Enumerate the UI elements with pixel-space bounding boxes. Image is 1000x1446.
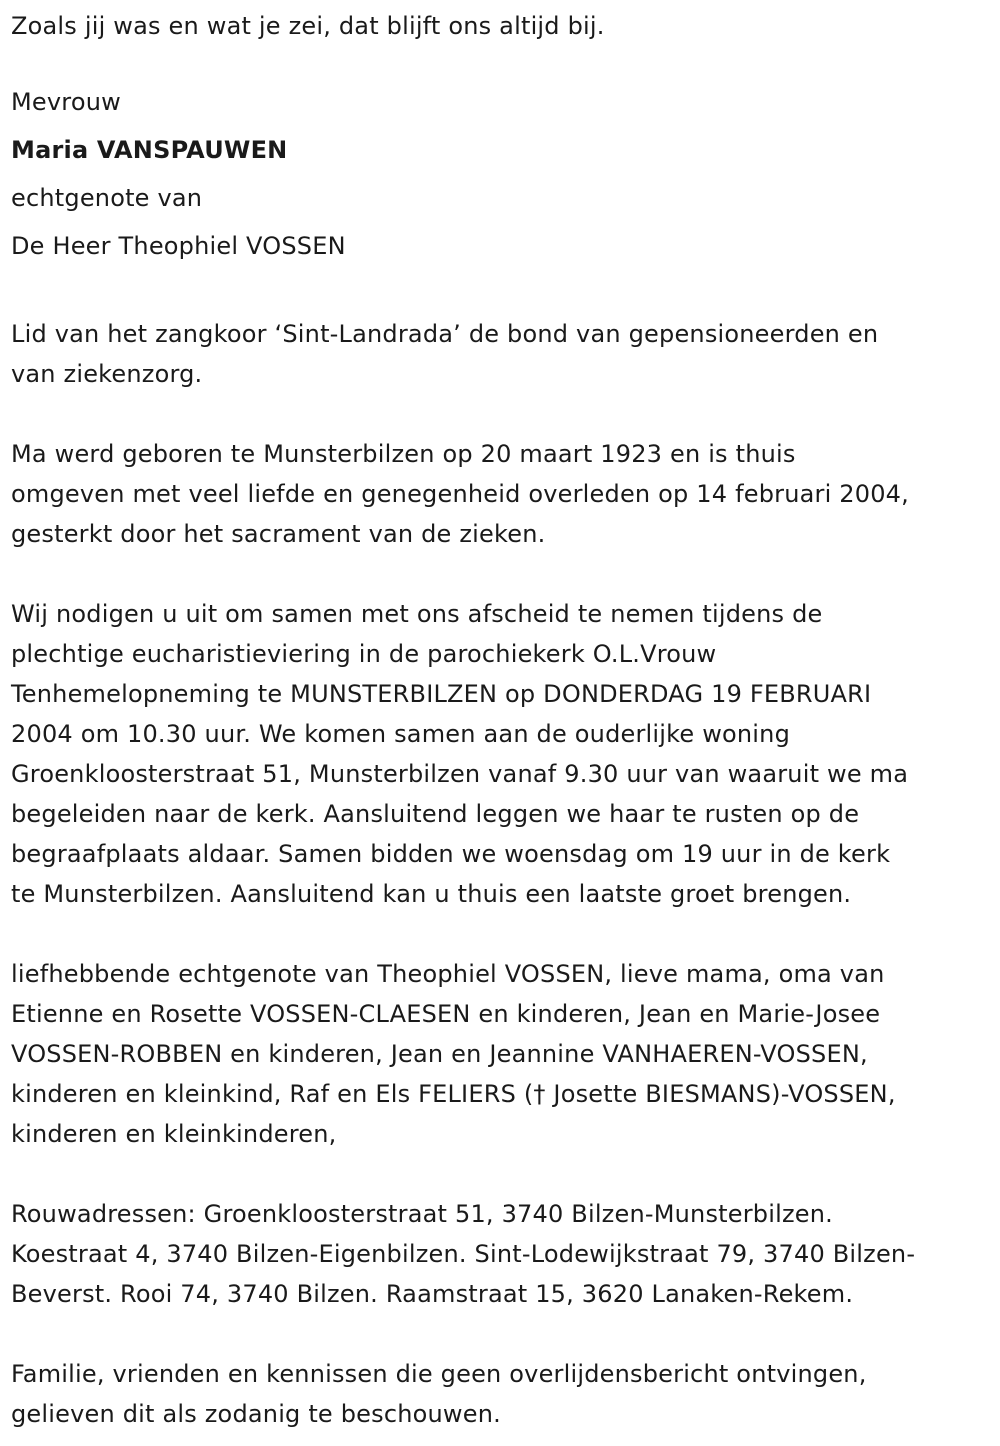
family-line: kinderen en kleinkind, Raf en Els FELIERS († Josette BIESMANS)-VOSSEN, bbox=[11, 1080, 896, 1108]
family-line: kinderen en kleinkinderen, bbox=[11, 1120, 337, 1148]
address-line: Koestraat 4, 3740 Bilzen-Eigenbilzen. Sint-Lodewijkstraat 79, 3740 Bilzen- bbox=[11, 1240, 916, 1268]
membership-paragraph bbox=[11, 314, 993, 394]
spouse-name: De Heer Theophiel VOSSEN bbox=[11, 232, 346, 260]
invitation-line: begeleiden naar de kerk. Aansluitend leggen we haar te rusten op de bbox=[11, 800, 860, 828]
family-line: liefhebbende echtgenote van Theophiel VOSSEN, lieve mama, oma van bbox=[11, 960, 885, 988]
invitation-line: 2004 om 10.30 uur. We komen samen aan de ouderlijke woning bbox=[11, 720, 791, 748]
life-line: omgeven met veel liefde en genegenheid overleden op 14 februari 2004, bbox=[11, 480, 909, 508]
life-line: gesterkt door het sacrament van de zieken. bbox=[11, 520, 546, 548]
invitation-line: te Munsterbilzen. Aansluitend kan u thuis een laatste groet brengen. bbox=[11, 880, 852, 908]
family-line: Etienne en Rosette VOSSEN-CLAESEN en kinderen, Jean en Marie-Josee bbox=[11, 1000, 881, 1028]
family-line: VOSSEN-ROBBEN en kinderen, Jean en Jeannine VANHAEREN-VOSSEN, bbox=[11, 1040, 868, 1068]
obituary-document bbox=[11, 0, 993, 1434]
memorial-quote: Zoals jij was en wat je zei, dat blijft ons altijd bij. bbox=[11, 12, 605, 40]
life-line: Ma werd geboren te Munsterbilzen op 20 maart 1923 en is thuis bbox=[11, 440, 796, 468]
membership-line: van ziekenzorg. bbox=[11, 360, 203, 388]
membership-line: Lid van het zangkoor ‘Sint-Landrada’ de bond van gepensioneerden en bbox=[11, 320, 879, 348]
invitation-line: Wij nodigen u uit om samen met ons afscheid te nemen tijdens de bbox=[11, 600, 823, 628]
closing-line: Familie, vrienden en kennissen die geen overlijdensbericht ontvingen, bbox=[11, 1360, 867, 1388]
closing-line: gelieven dit als zodanig te beschouwen. bbox=[11, 1400, 501, 1428]
address-line: Beverst. Rooi 74, 3740 Bilzen. Raamstraat 15, 3620 Lanaken-Rekem. bbox=[11, 1280, 854, 1308]
life-paragraph bbox=[11, 434, 993, 554]
invitation-line: Tenhemelopneming te MUNSTERBILZEN op DONDERDAG 19 FEBRUARI bbox=[11, 680, 872, 708]
addresses-paragraph bbox=[11, 1194, 993, 1314]
title: Mevrouw bbox=[11, 88, 121, 116]
deceased-name: Maria VANSPAUWEN bbox=[11, 136, 288, 164]
closing-paragraph bbox=[11, 1354, 993, 1434]
invitation-paragraph bbox=[11, 594, 993, 914]
relation-text: echtgenote van bbox=[11, 184, 203, 212]
address-line: Rouwadressen: Groenkloosterstraat 51, 3740 Bilzen-Munsterbilzen. bbox=[11, 1200, 833, 1228]
invitation-line: begraafplaats aldaar. Samen bidden we woensdag om 19 uur in de kerk bbox=[11, 840, 891, 868]
invitation-line: Groenkloosterstraat 51, Munsterbilzen vanaf 9.30 uur van waaruit we ma bbox=[11, 760, 909, 788]
family-paragraph bbox=[11, 954, 993, 1154]
invitation-line: plechtige eucharistieviering in de parochiekerk O.L.Vrouw bbox=[11, 640, 717, 668]
